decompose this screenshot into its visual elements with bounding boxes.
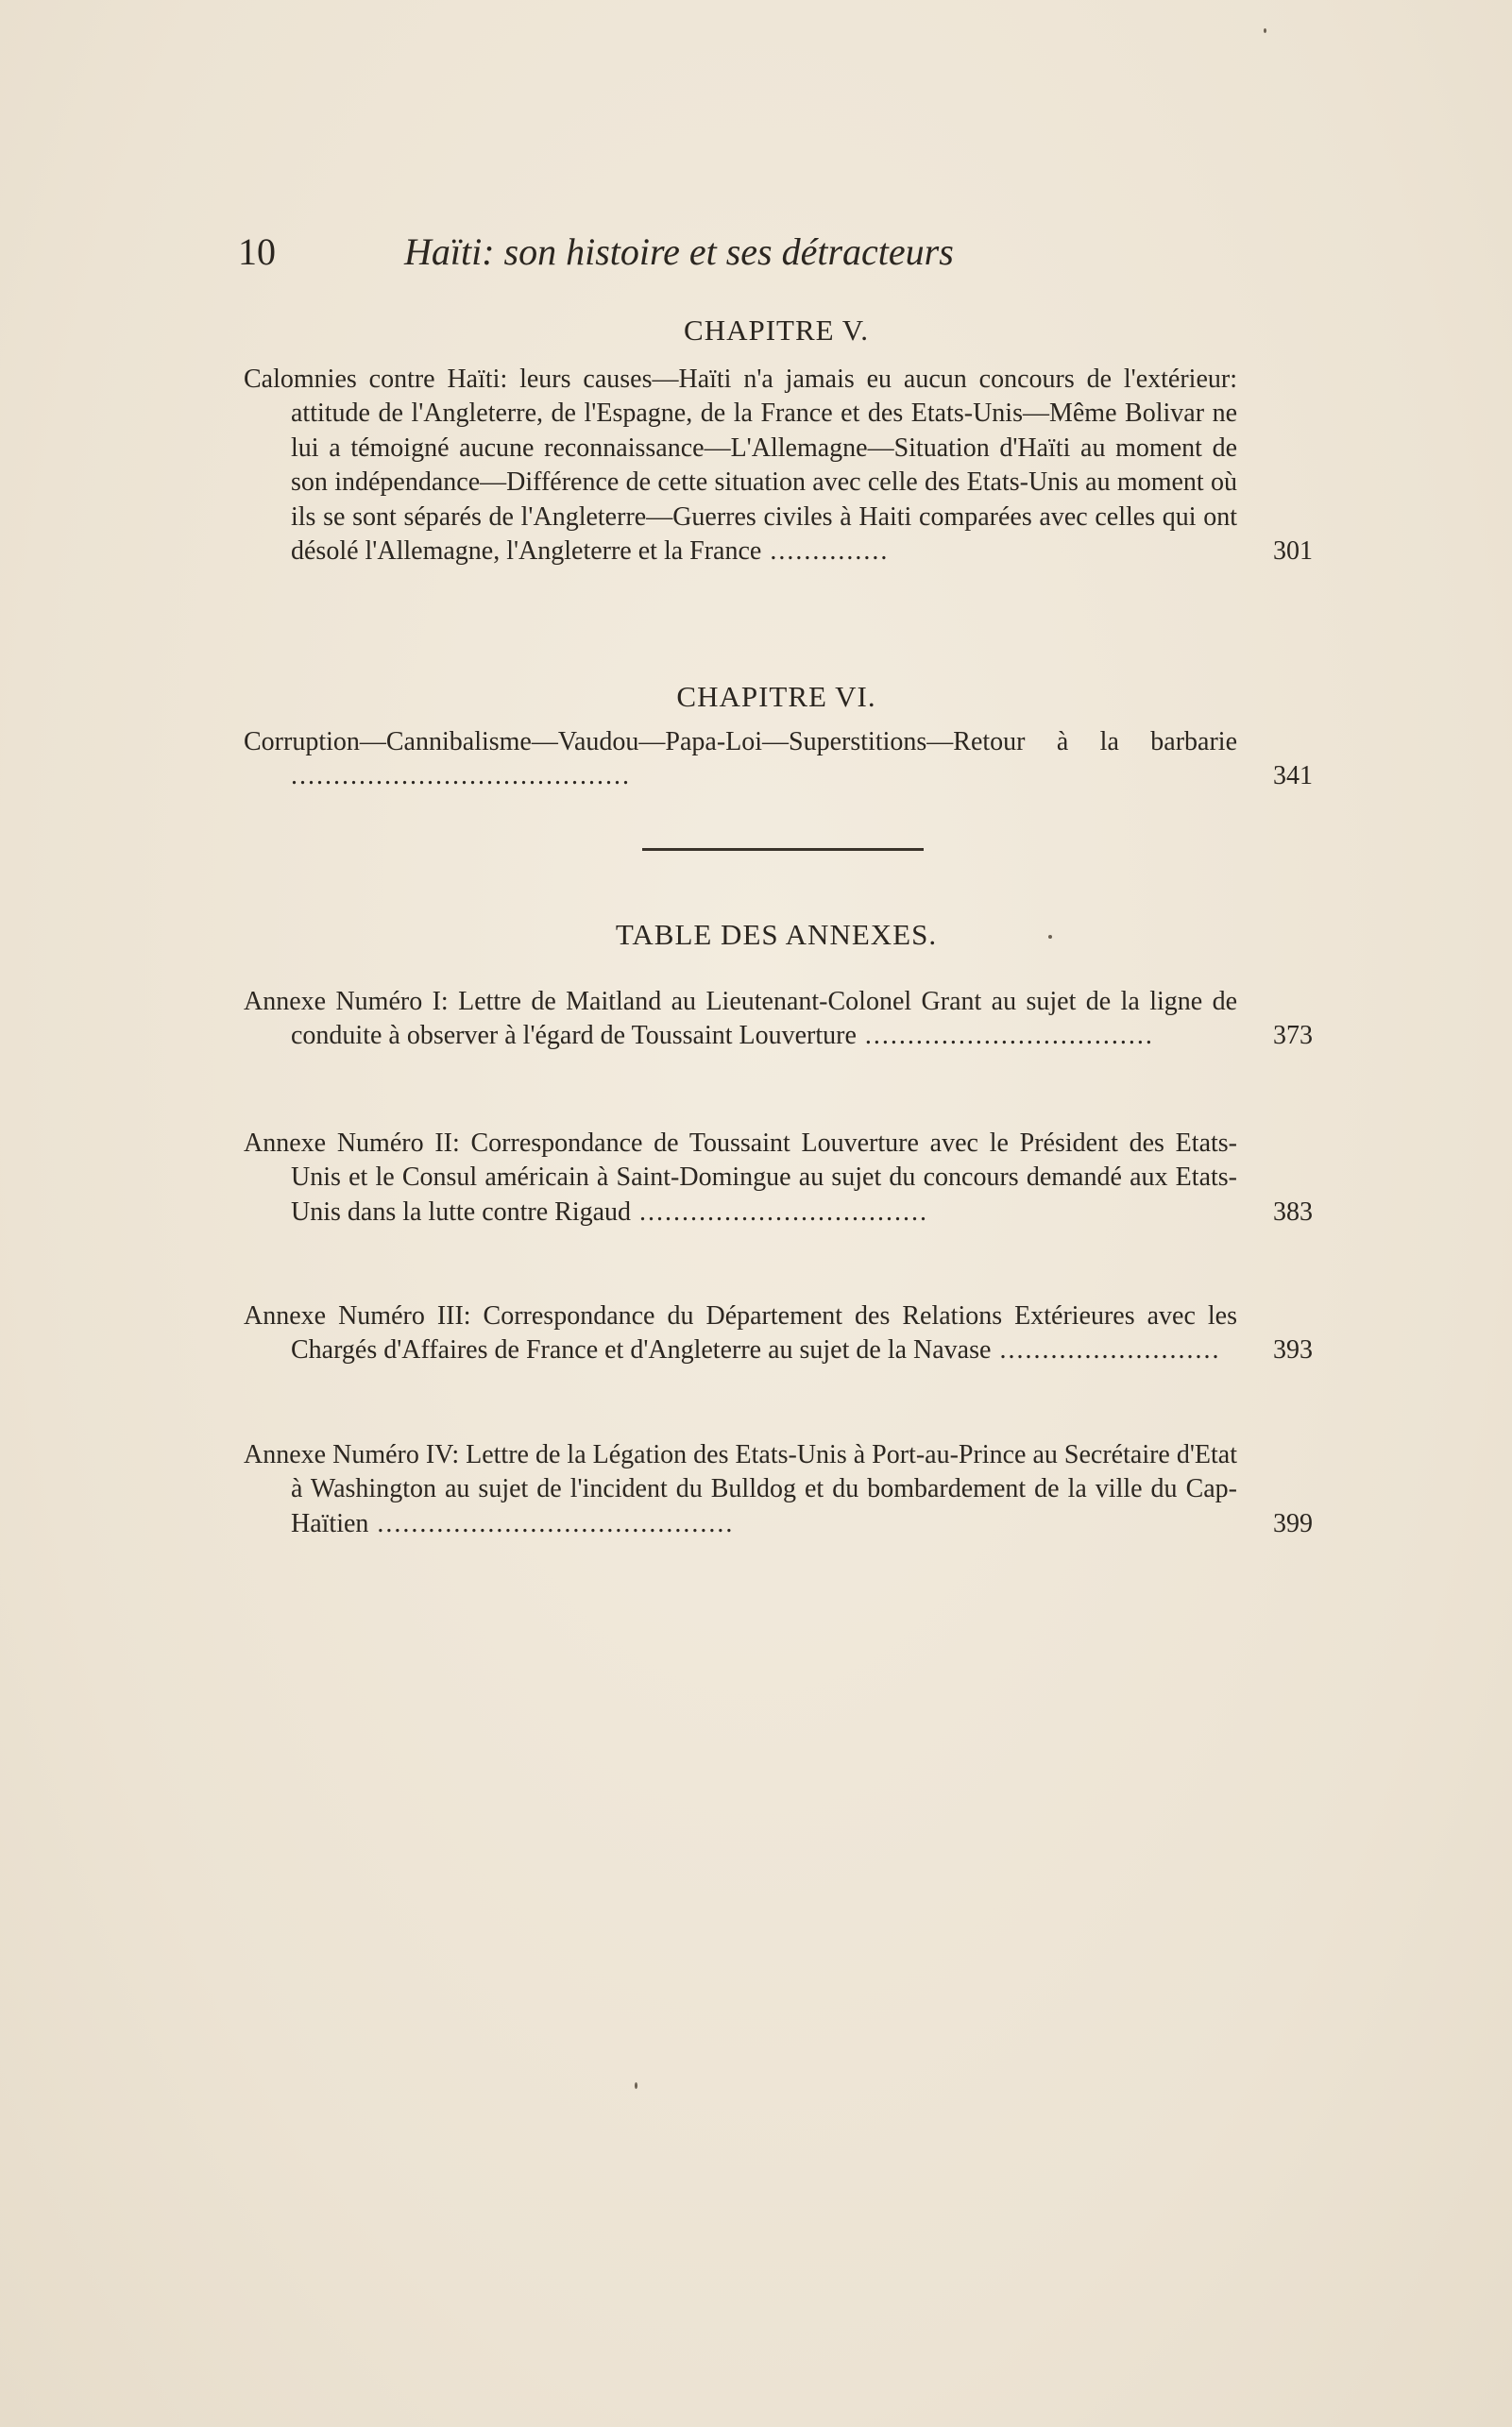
annex-i-entry	[244, 985, 1313, 1054]
chapter-vi-summary: Corruption—Cannibalisme—Vaudou—Papa-Loi—Superstitions—Retour à la barbarie	[244, 727, 1237, 756]
paper-speck	[635, 2082, 637, 2089]
chapter-v-heading: CHAPITRE V.	[684, 314, 869, 347]
dot-leaders: ..........................................	[368, 1508, 735, 1538]
dot-leaders: ..............	[761, 536, 890, 567]
paper-speck	[1048, 935, 1052, 939]
annex-ii-page: 383	[1273, 1197, 1313, 1227]
chapter-vi-page: 341	[1273, 761, 1313, 791]
annexes-heading: TABLE DES ANNEXES.	[615, 918, 938, 951]
annex-iii-page: 393	[1273, 1335, 1313, 1366]
chapter-v-entry	[244, 363, 1313, 569]
section-divider	[642, 848, 924, 851]
annex-i-text: Annexe Numéro I: Lettre de Maitland au Lieutenant-Colonel Grant au sujet de la ligne de conduite à observer à l'égard de Toussaint Louverture	[244, 987, 1237, 1051]
page-number: 10	[238, 230, 276, 273]
annex-iii-entry	[244, 1299, 1313, 1368]
chapter-v-summary: Calomnies contre Haïti: leurs causes—Haïti n'a jamais eu aucun concours de l'extérieur: attitude de l'Angleterre, de l'Espagne, de la France et des Etats-Unis—Même Bolivar ne lui a témoigné aucune reconnaissance—L'Allemagne—Situation d'Haïti au moment de son indépendance—Différence de cette situation avec celle des Etats-Unis au moment où ils se sont séparés de l'Angleterre—Guerres civiles à Haiti comparées avec celles qui ont désolé l'Allemagne, l'Angleterre et la France	[244, 365, 1237, 567]
chapter-vi-heading: CHAPITRE VI.	[676, 680, 876, 713]
paper-speck	[1264, 28, 1266, 33]
annex-iv-page: 399	[1273, 1508, 1313, 1538]
dot-leaders: ..................................	[631, 1197, 929, 1227]
chapter-vi-entry	[244, 725, 1313, 794]
annex-iii-text: Annexe Numéro III: Correspondance du Département des Relations Extérieures avec les Chargés d'Affaires de France et d'Angleterre au sujet de la Navase	[244, 1301, 1237, 1366]
dot-leaders: ........................................	[291, 761, 631, 791]
book-title: Haïti: son histoire et ses détracteurs	[404, 230, 954, 273]
annex-i-page: 373	[1273, 1021, 1313, 1051]
annex-iv-text: Annexe Numéro IV: Lettre de la Légation des Etats-Unis à Port-au-Prince au Secrétaire d'Etat à Washington au sujet de l'incident du Bulldog et du bombardement de la ville du Cap-Haïtien	[244, 1440, 1237, 1538]
chapter-v-page: 301	[1273, 536, 1313, 567]
dot-leaders: ..................................	[856, 1021, 1154, 1051]
annex-iv-entry	[244, 1438, 1313, 1541]
annex-ii-text: Annexe Numéro II: Correspondance de Toussaint Louverture avec le Président des Etats-Unis et le Consul américain à Saint-Domingue au sujet du concours demandé aux Etats-Unis dans la lutte contre Rigaud	[244, 1129, 1237, 1227]
dot-leaders: ..........................	[991, 1335, 1221, 1366]
annex-ii-entry	[244, 1127, 1313, 1230]
